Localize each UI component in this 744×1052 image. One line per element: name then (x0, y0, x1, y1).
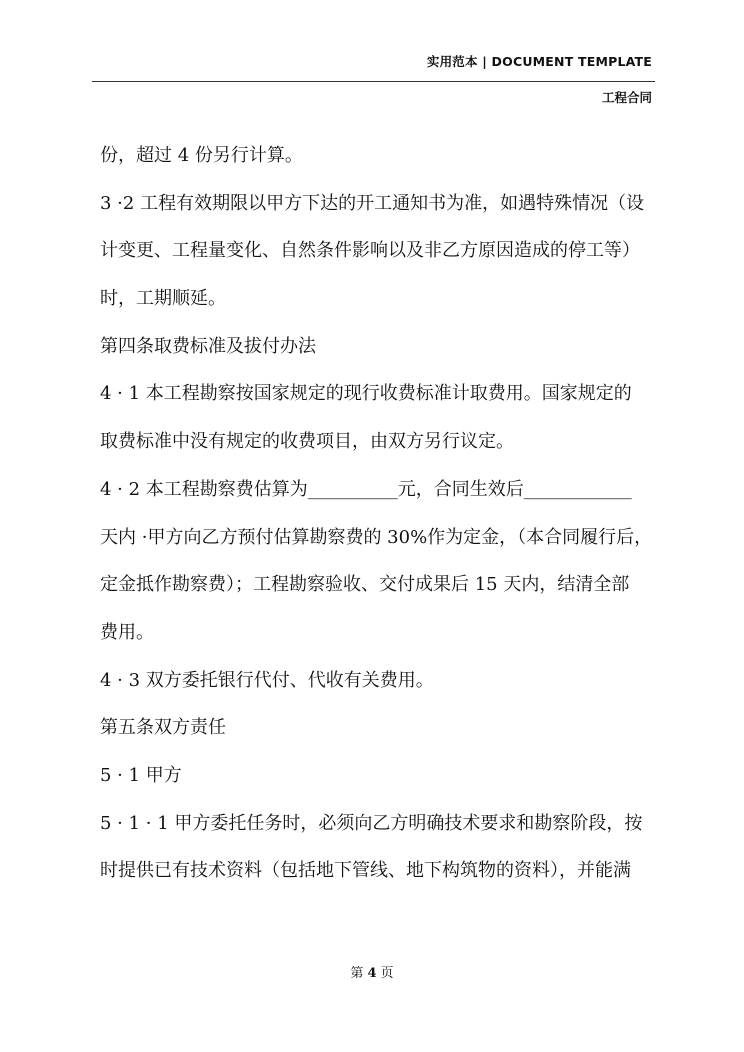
text-line-10: 定金抵作勘察费）；工程勘察验收、交付成果后 15 天内，结清全部 (100, 574, 630, 596)
document-body (100, 136, 660, 899)
text-line-8: 4 · 2 本工程勘察费估算为__________元，合同生效后____________ (100, 478, 632, 500)
page-number-suffix: 页 (380, 966, 394, 981)
text-line-2: 3 ·2 工程有效期限以甲方下达的开工通知书为准，如遇特殊情况（设 (100, 192, 645, 214)
text-line-16: 时提供已有技术资料（包括地下管线、地下构筑物的资料），并能满 (100, 860, 631, 882)
header-divider (92, 81, 655, 82)
text-line-9: 天内 ·甲方向乙方预付估算勘察费的 30%作为定金，（本合同履行后， (100, 526, 653, 548)
text-line-7: 取费标准中没有规定的收费项目，由双方另行议定。 (100, 431, 514, 453)
text-line-3: 计变更、工程量变化、自然条件影响以及非乙方原因造成的停工等） (100, 240, 640, 262)
text-line-4: 时，工期顺延。 (100, 288, 226, 310)
page-number-prefix: 第 (350, 966, 364, 981)
header-title: 实用范本 | DOCUMENT TEMPLATE (426, 54, 652, 69)
header-subtitle: 工程合同 (601, 90, 652, 105)
page-footer (0, 962, 744, 981)
section-heading-article-5: 第五条双方责任 (100, 717, 226, 739)
text-line-6: 4 · 1 本工程勘察按国家规定的现行收费标准计取费用。国家规定的 (100, 383, 632, 405)
page-number: 4 (367, 966, 377, 981)
text-line-12: 4 · 3 双方委托银行代付、代收有关费用。 (100, 669, 434, 691)
text-line-1: 份，超过 4 份另行计算。 (100, 145, 303, 166)
text-line-15: 5 · 1 · 1 甲方委托任务时，必须向乙方明确技术要求和勘察阶段，按 (100, 812, 643, 834)
section-heading-article-4: 第四条取费标准及拔付办法 (100, 335, 316, 357)
text-line-14: 5 · 1 甲方 (100, 764, 182, 786)
text-line-11: 费用。 (100, 621, 154, 643)
